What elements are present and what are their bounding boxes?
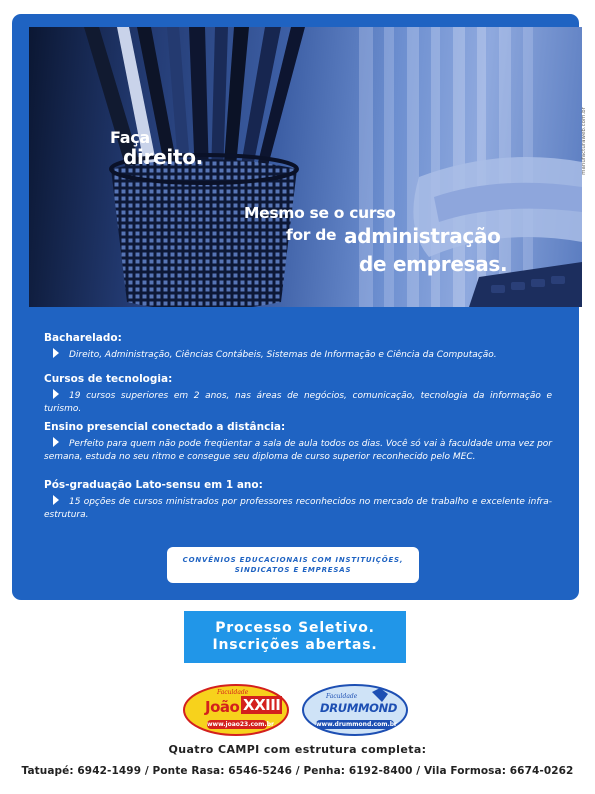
section-tecnologia xyxy=(44,373,552,416)
section-body: 19 cursos superiores em 2 anos, nas áreas de negócios, comunicação, tecnologia da informação e turismo. xyxy=(44,391,552,414)
section-ensino-distancia xyxy=(44,421,552,464)
joao-url: www.joao23.com.br xyxy=(207,721,274,728)
processo-line1: Processo Seletivo. xyxy=(215,620,375,636)
drummond-name: DRUMMOND xyxy=(320,701,398,715)
headline-line2: direito. xyxy=(123,145,203,169)
section-title: Ensino presencial conectado a distância: xyxy=(44,421,286,433)
processo-seletivo-box xyxy=(184,611,406,663)
section-title: Pós-graduação Lato-sensu em 1 ano: xyxy=(44,479,263,491)
convenios-line1: CONVÊNIOS EDUCACIONAIS COM INSTITUIÇÕES, xyxy=(182,556,404,564)
drummond-small-label: Faculdade xyxy=(326,693,358,700)
headline-line6: de empresas. xyxy=(359,252,508,276)
photo-credit: manufacturaweb.com.br xyxy=(581,107,587,175)
section-body: Direito, Administração, Ciências Contábeis, Sistemas de Informação e Ciência da Computação. xyxy=(69,350,497,360)
convenios-box xyxy=(167,547,419,583)
section-bacharelado xyxy=(44,332,552,362)
headline-line4: for de xyxy=(286,226,337,244)
footer-campi: Quatro CAMPI com estrutura completa: xyxy=(168,743,427,756)
convenios-line2: SINDICATOS E EMPRESAS xyxy=(234,566,352,574)
arrow-bullet-icon xyxy=(53,437,59,447)
processo-line2: Inscrições abertas. xyxy=(212,637,378,653)
logo-joao-xxiii xyxy=(183,684,289,736)
section-title: Bacharelado: xyxy=(44,332,122,344)
joao-name1: João xyxy=(205,698,240,716)
joao-name2: XXIII xyxy=(243,696,281,714)
section-body: Perfeito para quem não pode freqüentar a sala de aula todos os dias. Você só vai à faculdade uma vez por semana, estuda no seu ritmo e consegue seu diploma de curso superior reconhecido pelo MEC. xyxy=(44,439,552,462)
section-body: 15 opções de cursos ministrados por professores reconhecidos no mercado de trabalho e excelente infra-estrutura. xyxy=(44,497,552,520)
joao-small-label: Faculdade xyxy=(217,689,249,696)
arrow-bullet-icon xyxy=(53,495,59,505)
section-pos-graduacao xyxy=(44,479,552,522)
headline-line5: administração xyxy=(344,224,501,248)
logo-drummond xyxy=(302,684,408,736)
drummond-url: www.drummond.com.br xyxy=(316,721,397,728)
section-title: Cursos de tecnologia: xyxy=(44,373,173,385)
headline-line1: Faça xyxy=(110,128,150,147)
arrow-bullet-icon xyxy=(53,348,59,358)
footer-phones: Tatuapé: 6942-1499 / Ponte Rasa: 6546-5246 / Penha: 6192-8400 / Vila Formosa: 6674-0262 xyxy=(21,765,574,777)
arrow-bullet-icon xyxy=(53,389,59,399)
headline-line3: Mesmo se o curso xyxy=(244,204,396,222)
